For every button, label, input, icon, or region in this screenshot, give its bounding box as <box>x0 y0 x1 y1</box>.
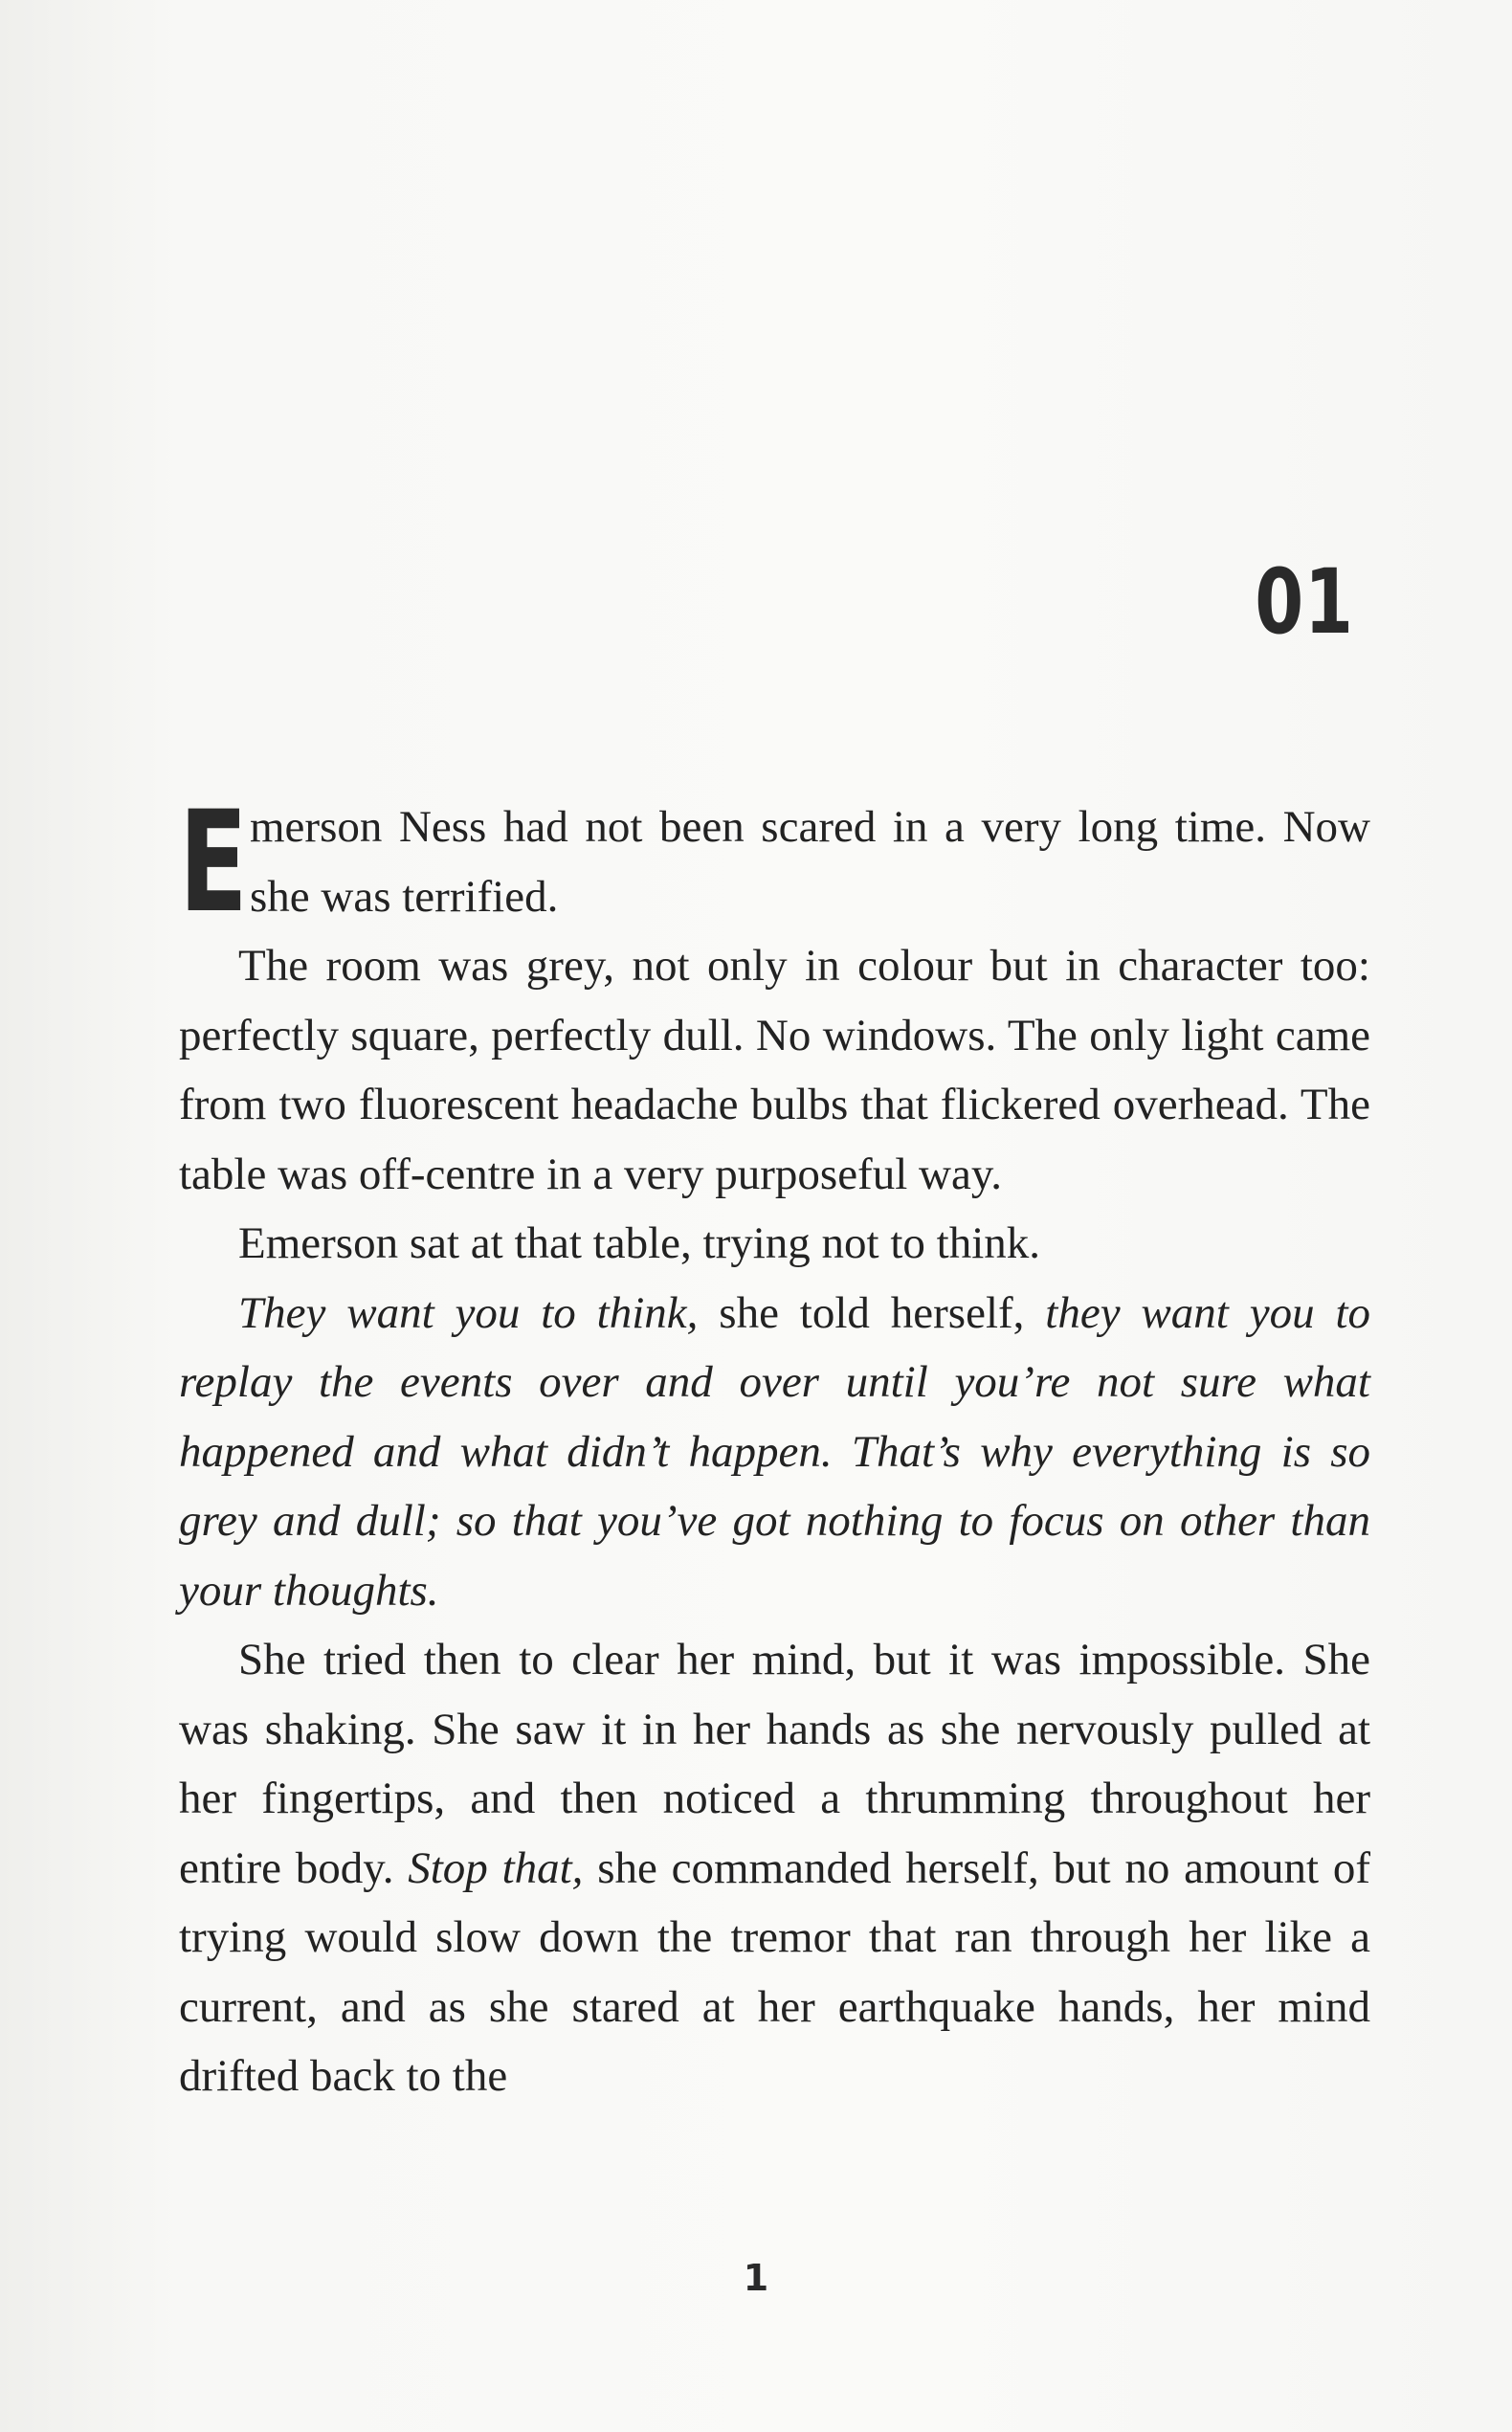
paragraph-4 <box>179 1279 1370 1626</box>
paragraph-5 <box>179 1625 1370 2111</box>
page-number: 1 <box>743 2257 769 2299</box>
paragraph-3: Emerson sat at that table, trying not to think. <box>238 1218 1041 1268</box>
italic-thought-1: They want you to think, <box>238 1287 699 1338</box>
italic-thought-2: they want you to replay the events over and over until you’re not sure what happened and what didn’t happen. That’s why everything is so grey and dull; so that you’ve got nothing to focus on other than your thoughts. <box>179 1287 1370 1616</box>
italic-command: Stop that, <box>408 1842 584 1893</box>
paragraph-2: The room was grey, not only in colour but in character too: perfectly square, perfectly dull. No windows. The only light came from two fluorescent headache bulbs that flickered overhead. The table was off-centre in a very purposeful way. <box>179 941 1370 1199</box>
paragraph-4-plain: she told herself, <box>698 1287 1046 1338</box>
paragraph-5-plain-2: she commanded herself, but no amount of trying would slow down the tremor that ran through her like a current, and as she stared at her earthquake hands, her mind drifted back to the <box>179 1842 1370 2101</box>
body-text <box>179 781 1370 2111</box>
paragraph-1-text: merson Ness had not been scared in a very long time. Now she was terrified. <box>250 802 1370 922</box>
paragraph-5-plain-1: She tried then to clear her mind, but it was impossible. She was shaking. She saw it in her hands as she nervously pulled at her fingertips, and then noticed a thrumming throughout her entire body. <box>179 1635 1370 1893</box>
paragraph-1 <box>179 781 1370 944</box>
chapter-number: 01 <box>1255 550 1354 655</box>
drop-cap: E <box>179 781 248 944</box>
